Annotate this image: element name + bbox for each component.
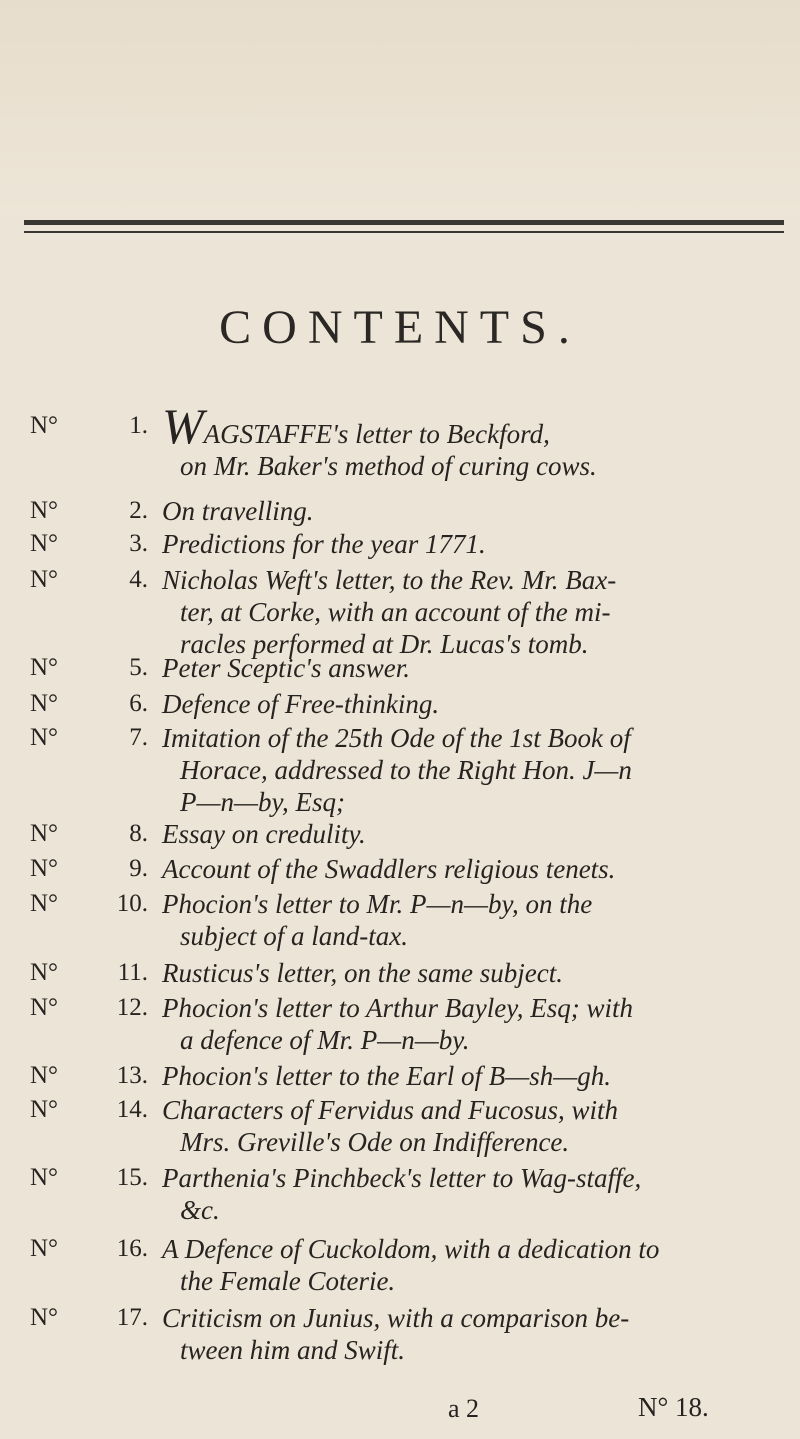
entry-title-line: P—n—by, Esq; bbox=[180, 787, 345, 817]
header-rule-thick bbox=[24, 220, 784, 225]
entry-title-line: Account of the Swaddlers religious tenets. bbox=[162, 854, 616, 884]
entry-title-line: racles performed at Dr. Lucas's tomb. bbox=[180, 629, 589, 659]
entry-title-line: Phocion's letter to Arthur Bayley, Esq; with bbox=[162, 993, 633, 1023]
entry-no-label: N° bbox=[30, 566, 59, 593]
entry-no-label: N° bbox=[30, 530, 59, 557]
entry-title bbox=[162, 957, 790, 989]
entry-no-label: N° bbox=[30, 994, 59, 1021]
entry-number: 6. bbox=[129, 690, 148, 717]
entry-title-line: Imitation of the 25th Ode of the 1st Book of bbox=[162, 723, 631, 753]
entry-title-line: subject of a land-tax. bbox=[180, 921, 408, 951]
entry-title bbox=[162, 888, 790, 952]
entry-number: 7. bbox=[129, 724, 148, 751]
entry-title-line: Defence of Free-thinking. bbox=[162, 689, 440, 719]
entry-title-line: Characters of Fervidus and Fucosus, with bbox=[162, 1095, 618, 1125]
entry-number: 12. bbox=[116, 994, 148, 1021]
entry-title-line: Predictions for the year 1771. bbox=[162, 529, 486, 559]
entry-title bbox=[162, 564, 790, 660]
bleed-through-area bbox=[0, 0, 800, 215]
entry-title-line: Essay on credulity. bbox=[162, 819, 366, 849]
entry-number: 17. bbox=[116, 1304, 148, 1331]
entry-title bbox=[162, 853, 790, 885]
signature-mark: a 2 bbox=[448, 1394, 480, 1423]
entry-title-line: Criticism on Junius, with a comparison be- bbox=[162, 1303, 630, 1333]
entry-title-line: Phocion's letter to the Earl of B—sh—gh. bbox=[162, 1061, 611, 1091]
entry-number: 5. bbox=[129, 654, 148, 681]
entry-number: 16. bbox=[116, 1235, 148, 1262]
entry-number: 1. bbox=[129, 412, 148, 439]
entry-number: 9. bbox=[129, 855, 148, 882]
entry-no-label: N° bbox=[30, 959, 59, 986]
entry-title-line: ter, at Corke, with an account of the mi- bbox=[180, 597, 611, 627]
entry-no-label: N° bbox=[30, 820, 59, 847]
entry-title-line: on Mr. Baker's method of curing cows. bbox=[180, 451, 597, 481]
entry-no-label: N° bbox=[30, 724, 59, 751]
entry-title bbox=[162, 1302, 790, 1366]
entry-no-label: N° bbox=[30, 654, 59, 681]
entry-no-label: N° bbox=[30, 690, 59, 717]
entry-title bbox=[162, 1233, 790, 1297]
entry-number: 11. bbox=[117, 959, 148, 986]
entry-title-line: a defence of Mr. P—n—by. bbox=[180, 1025, 470, 1055]
page-title: CONTENTS. bbox=[219, 301, 581, 354]
entry-title bbox=[162, 1094, 790, 1158]
entry-title bbox=[162, 1162, 790, 1226]
entry-number: 10. bbox=[116, 890, 148, 917]
entry-title-line: tween him and Swift. bbox=[180, 1335, 405, 1365]
entry-no-label: N° bbox=[30, 1235, 59, 1262]
entry-title-line bbox=[162, 398, 790, 454]
entry-no-label: N° bbox=[30, 1096, 59, 1123]
catchword: N° 18. bbox=[638, 1392, 709, 1422]
entry-title-line: Rusticus's letter, on the same subject. bbox=[162, 958, 563, 988]
drop-cap: W bbox=[162, 398, 204, 454]
entry-title-line: the Female Coterie. bbox=[180, 1266, 396, 1296]
entry-title bbox=[162, 992, 790, 1056]
entry-title-line: Peter Sceptic's answer. bbox=[162, 653, 410, 683]
entry-title-line: Mrs. Greville's Ode on Indifference. bbox=[180, 1127, 570, 1157]
entry-title bbox=[162, 495, 790, 527]
entry-no-label: N° bbox=[30, 412, 59, 439]
entry-title-text: AGSTAFFE's letter to Beckford, bbox=[203, 419, 550, 449]
entry-number: 2. bbox=[129, 497, 148, 524]
entry-number: 4. bbox=[129, 566, 148, 593]
entry-title bbox=[162, 398, 790, 482]
entry-number: 13. bbox=[116, 1062, 148, 1089]
entry-title-line: Horace, addressed to the Right Hon. J—n bbox=[180, 755, 632, 785]
entry-title-line: A Defence of Cuckoldom, with a dedication to bbox=[162, 1234, 660, 1264]
entry-title bbox=[162, 652, 790, 684]
entry-title-line: &c. bbox=[180, 1195, 220, 1225]
entry-number: 3. bbox=[129, 530, 148, 557]
entry-no-label: N° bbox=[30, 855, 59, 882]
entry-no-label: N° bbox=[30, 497, 59, 524]
entry-no-label: N° bbox=[30, 1304, 59, 1331]
entry-title-line: Parthenia's Pinchbeck's letter to Wag-staffe, bbox=[162, 1163, 642, 1193]
header-rule-thin bbox=[24, 231, 784, 233]
entry-title bbox=[162, 528, 790, 560]
entry-number: 14. bbox=[116, 1096, 148, 1123]
entry-number: 8. bbox=[129, 820, 148, 847]
entry-title-line: On travelling. bbox=[162, 496, 314, 526]
entry-title bbox=[162, 818, 790, 850]
entry-title bbox=[162, 688, 790, 720]
entry-no-label: N° bbox=[30, 1062, 59, 1089]
entry-title bbox=[162, 722, 790, 818]
entry-title-line: Nicholas Weft's letter, to the Rev. Mr. Bax- bbox=[162, 565, 617, 595]
entry-title-line: Phocion's letter to Mr. P—n—by, on the bbox=[162, 889, 593, 919]
entry-number: 15. bbox=[116, 1164, 148, 1191]
entry-no-label: N° bbox=[30, 1164, 59, 1191]
entry-no-label: N° bbox=[30, 890, 59, 917]
entry-title bbox=[162, 1060, 790, 1092]
